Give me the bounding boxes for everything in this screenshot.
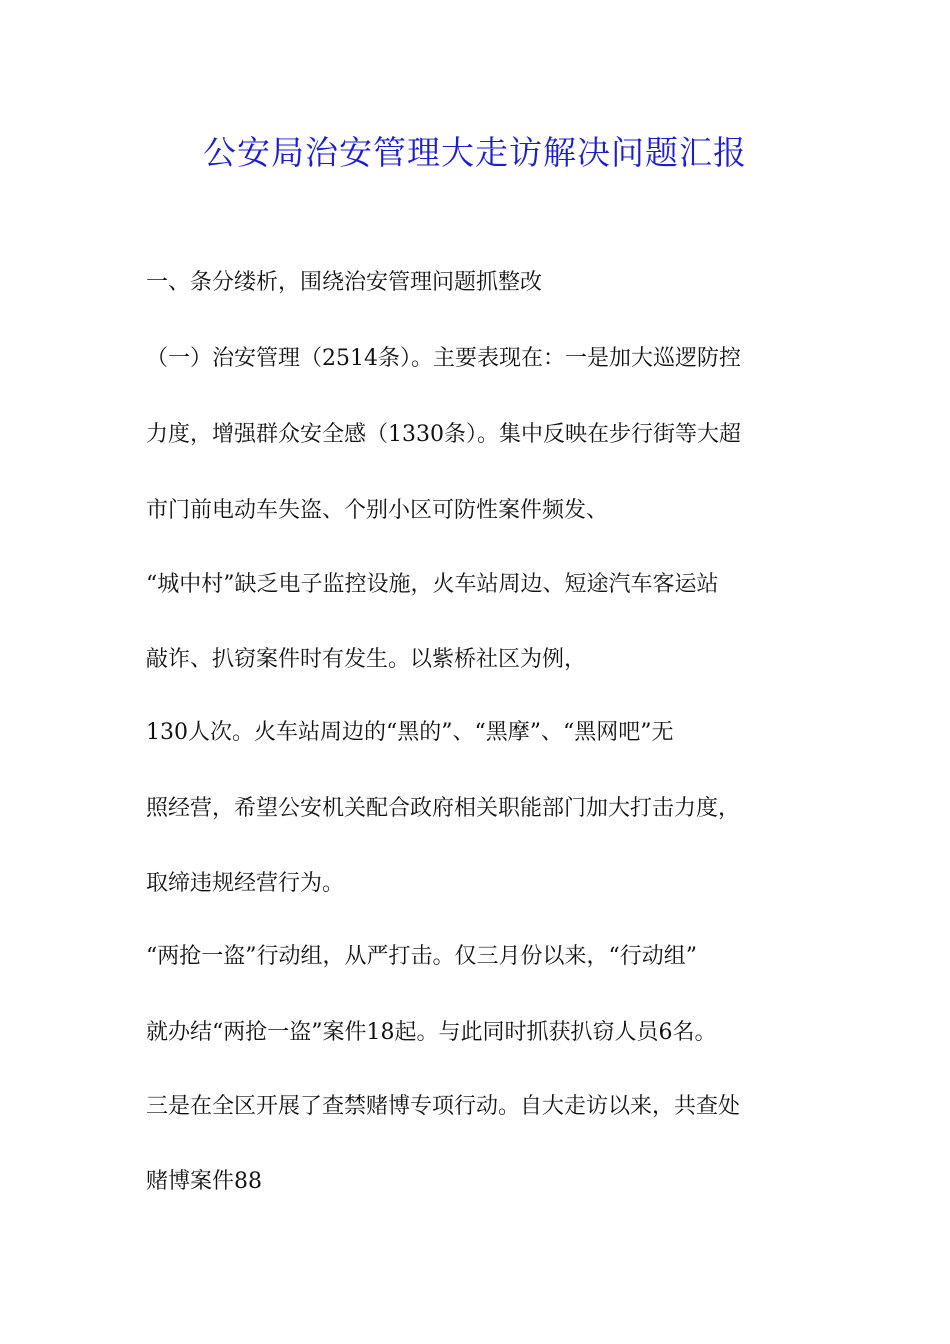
section-heading: 一、条分缕析，围绕治安管理问题抓整改: [146, 270, 543, 295]
paragraph-line: 力度，增强群众安全感（1330条）。集中反映在步行街等大超: [146, 422, 741, 447]
paragraph-line: 取缔违规经营行为。: [146, 871, 345, 896]
paragraph-line: 照经营，希望公安机关配合政府相关职能部门加大打击力度，: [146, 796, 741, 821]
paragraph-line: “两抢一盗”行动组，从严打击。仅三月份以来，“行动组”: [146, 944, 697, 969]
paragraph-line: （一）治安管理（2514条）。主要表现在：一是加大巡逻防控: [146, 346, 741, 371]
paragraph-line: 赌博案件88: [146, 1169, 262, 1194]
paragraph-line: 敲诈、扒窃案件时有发生。以紫桥社区为例，: [146, 647, 587, 672]
document-title: 公安局治安管理大走访解决问题汇报: [203, 133, 747, 172]
paragraph-line: 三是在全区开展了查禁赌博专项行动。自大走访以来，共查处: [146, 1094, 741, 1119]
paragraph-line: “城中村”缺乏电子监控设施，火车站周边、短途汽车客运站: [146, 572, 719, 597]
paragraph-line: 市门前电动车失盗、个别小区可防性案件频发、: [146, 498, 609, 523]
paragraph-line: 就办结“两抢一盗”案件18起。与此同时抓获扒窃人员6名。: [146, 1020, 717, 1045]
paragraph-line: 130人次。火车站周边的“黑的”、“黑摩”、“黑网吧”无: [146, 720, 674, 745]
